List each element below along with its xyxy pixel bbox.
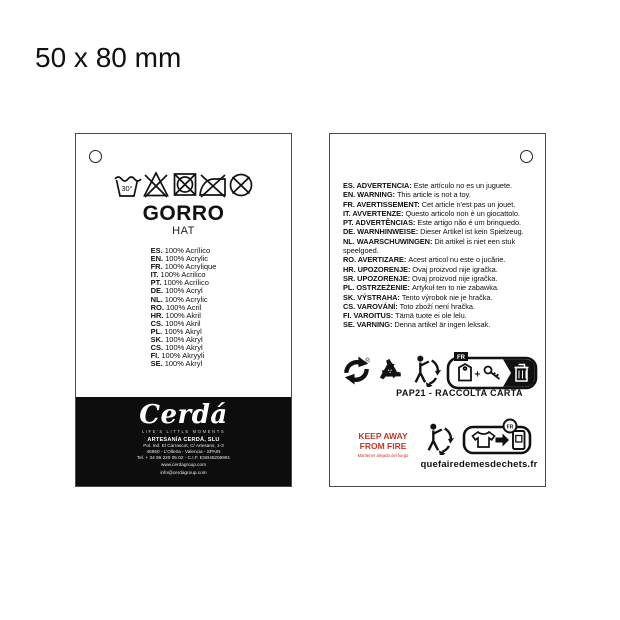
composition-row: SE. 100% Akryl — [150, 359, 203, 369]
warning-line: SK. VÝSTRAHA: Tento výrobok nie je hračka. — [343, 292, 493, 302]
do-not-iron-icon — [200, 175, 225, 197]
recycling-icons-row — [340, 350, 540, 390]
size-label: 50 x 80 mm — [35, 42, 182, 73]
composition-row: CS. 100% Akryl — [150, 343, 203, 353]
fire-warning — [346, 432, 420, 458]
warning-line: FR. AVERTISSEMENT: Cet article n'est pas un jouet. — [343, 199, 516, 209]
warning-line: EN. WARNING: This article is not a toy. — [343, 190, 471, 200]
warning-line: FI. VAROITUS: Tämä tuote ei ole lelu. — [343, 311, 467, 321]
brand-tagline: LIFE'S LITTLE MOMENTS — [141, 429, 226, 434]
green-dot-icon — [342, 354, 371, 386]
warning-line: DE. WARNHINWEISE: Dieser Artikel ist kein Spielzeug. — [343, 227, 524, 237]
warning-line: SR. UPOZORENJE: Ovaj proizvod nije igračka. — [343, 273, 498, 283]
composition-row: RO. 100% Acril — [150, 302, 202, 312]
composition-row: FI. 100% Akryyli — [150, 351, 205, 361]
sorting-info-textile-icon — [457, 417, 537, 459]
textile-sorting-block — [420, 417, 538, 470]
do-not-tumble-dry-icon — [174, 174, 195, 195]
warning-line: PL. OSTRZEŻENIE: Artykuł ten to nie zabawka. — [343, 283, 499, 293]
composition-row: ES. 100% Acrílico — [150, 246, 211, 255]
composition-row: FR. 100% Acrylique — [150, 262, 217, 272]
fire-and-sorting-row — [346, 417, 538, 470]
paper-sorting-label: PAP21 - RACCOLTA CARTA — [396, 388, 523, 398]
punch-hole — [520, 150, 533, 163]
tag-icon — [459, 364, 471, 381]
composition-row: EN. 100% Acrylic — [150, 254, 209, 264]
arrow-icon — [495, 434, 509, 447]
warning-line: NL. WAARSCHUWINGEN: Dit artikel is niet een stuk speelgoed. — [343, 236, 516, 256]
composition-row: HR. 100% Akril — [150, 310, 201, 320]
warnings-list — [343, 181, 539, 330]
warning-line: HR. UPOZORENJE: Ovaj proizvod nije igračka. — [343, 264, 498, 274]
key-icon — [485, 367, 500, 380]
warning-line: CS. VAROVÁNÍ: Toto zboží není hračka. — [343, 301, 475, 311]
sorting-info-paper-icon — [446, 350, 538, 390]
warning-line: PT. ADVERTÊNCIAS: Este artigo não é um brinquedo. — [343, 218, 522, 228]
fire-warning-line1: KEEP AWAY — [358, 431, 408, 441]
recycling-icon — [374, 354, 406, 386]
composition-row: NL. 100% Acrylic — [150, 294, 208, 304]
company-name: ARTESANÍA CERDÁ, SLU — [147, 437, 220, 443]
product-subtitle: HAT — [172, 225, 195, 237]
sorting-url: quefairedemesdechets.fr — [420, 459, 538, 470]
composition-row: PL. 100% Akryl — [150, 326, 202, 336]
address-line: 46850 - L'Olleria - Valencia - SPAIN — [146, 448, 221, 454]
email: info@cerdagroup.com — [160, 469, 207, 475]
composition-row: SK. 100% Akryl — [150, 335, 203, 345]
brand-footer — [76, 397, 291, 486]
address-line: Pol. Ind. El Carrascot, C/ Artesans, 1-3 — [143, 443, 224, 448]
product-title: GORRO — [142, 202, 225, 225]
warning-line: ES. ADVERTENCIA: Este artículo no es un juguete. — [343, 181, 513, 190]
fr-bubble-label: FR — [506, 424, 513, 431]
hang-tag-front — [75, 133, 292, 487]
composition-row: PT. 100% Acrílico — [150, 278, 209, 288]
care-symbols-row — [114, 170, 254, 200]
composition-list — [151, 247, 217, 368]
fr-tab-label: FR — [457, 355, 465, 361]
triman-icon — [422, 421, 456, 455]
do-not-dry-clean-icon — [230, 175, 251, 196]
warning-line: RO. AVERTIZARE: Acest articol nu este o jucărie. — [343, 255, 506, 265]
wash-temp-label: 30° — [120, 184, 133, 193]
composition-row: DE. 100% Acryl — [150, 286, 203, 296]
punch-hole — [89, 150, 102, 163]
address-line: Tel. + 34 96 220 05 02 - C.I.F. ESB46206991 — [136, 454, 231, 460]
warning-line: SE. VARNING: Denna artikel är ingen leksak. — [343, 320, 491, 330]
textile-container-icon — [513, 431, 525, 449]
tshirt-icon — [472, 432, 494, 447]
warning-line: IT. AVVERTENZE: Questo articolo non è un giocattolo. — [343, 208, 520, 218]
website: www.cerdagroup.com — [160, 462, 207, 468]
composition-row: IT. 100% Acrilico — [150, 270, 206, 280]
fire-warning-subtext: Mantener alejado del fuego — [357, 453, 409, 458]
fire-warning-line2: FROM FIRE — [359, 440, 407, 451]
wash-30-icon — [115, 177, 141, 196]
brand-logo: Cerdá — [139, 400, 228, 430]
do-not-bleach-icon — [144, 173, 167, 197]
composition-row: CS. 100% Akril — [150, 318, 201, 328]
triman-icon — [409, 353, 443, 387]
svg-text:®: ® — [365, 357, 370, 365]
plus-sign: + — [474, 369, 481, 381]
hang-tag-back — [329, 133, 546, 487]
